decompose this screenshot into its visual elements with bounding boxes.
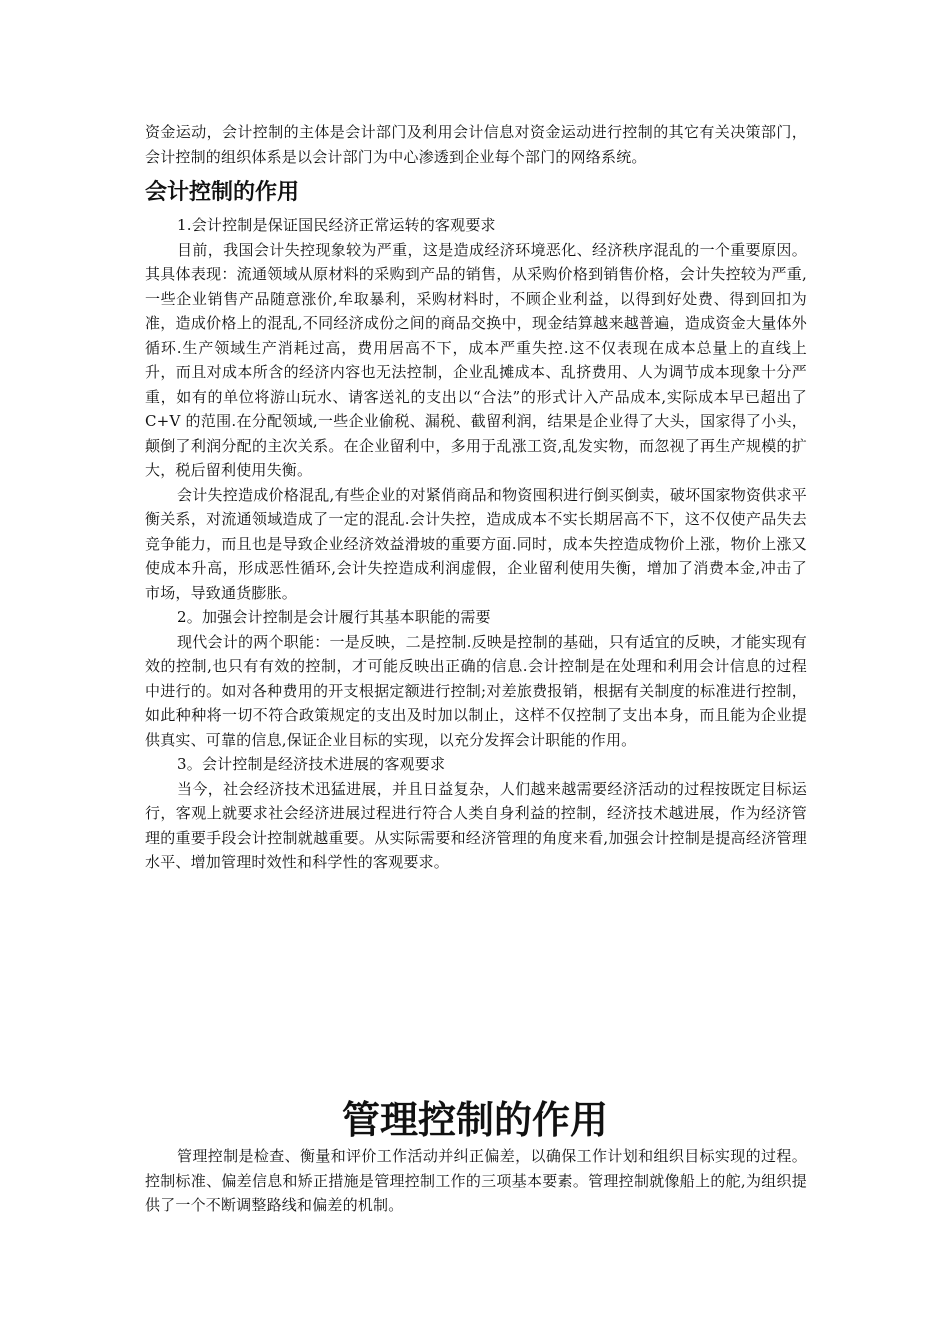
management-control-paragraph: 管理控制是检查、衡量和评价工作活动并纠正偏差，以确保工作计划和组织目标实现的过程。控制标准、偏差信息和矫正措施是管理控制工作的三项基本要素。管理控制就像船上的舵,为组织提供了一个不断调整路线和偏差的机制。 bbox=[145, 1147, 807, 1214]
item1-paragraph-2: 会计失控造成价格混乱,有些企业的对紧俏商品和物资囤积进行倒买倒卖，破坏国家物资供求平衡关系，对流通领域造成了一定的混乱.会计失控，造成成本不实长期居高不下，这不仅使产品失去竞争能力，而且也是导致企业经济效益滑坡的重要方面.同时，成本失控造成物价上涨，物价上涨又使成本升高，形成恶性循环,会计失控造成利润虚假，企业留利使用失衡，增加了消费本金,冲击了市场，导致通货膨胀。 bbox=[145, 485, 807, 602]
section-heading-management-control: 管理控制的作用 bbox=[341, 1098, 608, 1142]
management-control-body bbox=[145, 1144, 807, 1218]
item1-paragraph-1: 目前，我国会计失控现象较为严重，这是造成经济环境恶化、经济秩序混乱的一个重要原因。其具体表现：流通领域从原材料的采购到产品的销售，从采购价格到销售价格，会计失控较为严重,一些企业销售产品随意涨价,牟取暴利，采购材料时，不顾企业利益，以得到好处费、得到回扣为准，造成价格上的混乱,不同经济成份之间的商品交换中，现金结算越来越普遍，造成资金大量体外循环.生产领域生产消耗过高，费用居高不下，成本严重失控.这不仅表现在成本总量上的直线上升，而且对成本所含的经济内容也无法控制，企业乱摊成本、乱挤费用、人为调节成本现象十分严重，如有的单位将游山玩水、请客送礼的支出以“合法”的形式计入产品成本,实际成本早已超出了 C+V 的范围.在分配领域,一些企业偷税、漏税、截留利润，结果是企业得了大头，国家得了小头，颠倒了利润分配的主次关系。在企业留利中，多用于乱涨工资,乱发实物，而忽视了再生产规模的扩大，税后留利使用失衡。 bbox=[145, 240, 807, 479]
item3-title: 3。会计控制是经济技术进展的客观要求 bbox=[177, 755, 446, 773]
intro-paragraph: 资金运动，会计控制的主体是会计部门及利用会计信息对资金运动进行控制的其它有关决策部门，会计控制的组织体系是以会计部门为中心渗透到企业每个部门的网络系统。 bbox=[145, 123, 807, 166]
item2-paragraph: 现代会计的两个职能：一是反映，二是控制.反映是控制的基础，只有适宜的反映，才能实现有效的控制,也只有有效的控制，才可能反映出正确的信息.会计控制是在处理和利用会计信息的过程中进行的。如对各种费用的开支根据定额进行控制;对差旅费报销，根据有关制度的标准进行控制，如此种种将一切不符合政策规定的支出及时加以制止，这样不仅控制了支出本身，而且能为企业提供真实、可靠的信息,保证企业目标的实现，以充分发挥会计职能的作用。 bbox=[145, 632, 807, 749]
item3-paragraph: 当今，社会经济技术迅猛进展，并且日益复杂，人们越来越需要经济活动的过程按既定目标运行，客观上就要求社会经济进展过程进行符合人类自身利益的控制，经济技术越进展，作为经济管理的重要手段会计控制就越重要。从实际需要和经济管理的角度来看,加强会计控制是提高经济管理水平、增加管理时效性和科学性的客观要求。 bbox=[145, 779, 807, 871]
document-body bbox=[145, 120, 807, 875]
section-heading-accounting-control: 会计控制的作用 bbox=[145, 180, 300, 205]
item1-title: 1.会计控制是保证国民经济正常运转的客观要求 bbox=[177, 216, 496, 234]
item2-title: 2。加强会计控制是会计履行其基本职能的需要 bbox=[177, 608, 491, 626]
